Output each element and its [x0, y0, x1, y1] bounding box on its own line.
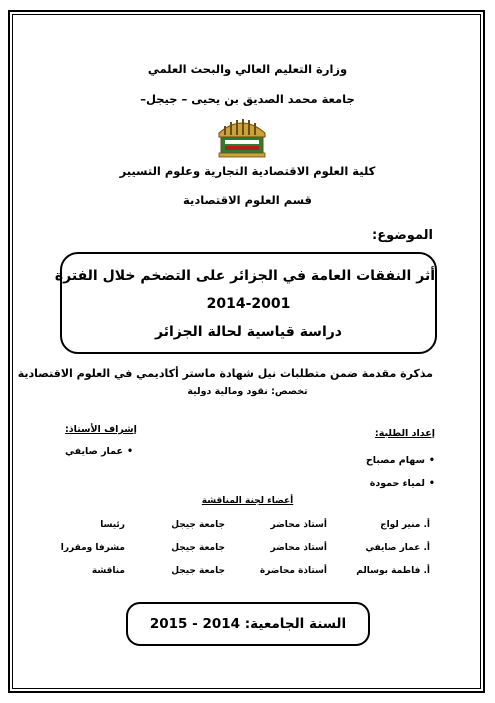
- committee-member-role: مناقشة: [91, 566, 125, 576]
- university-name: جامعة محمد الصديق بن يحيى – جيجل–: [140, 92, 355, 106]
- students-label: إعداد الطلبة:: [374, 428, 435, 439]
- student-name: • لمياء حمودة: [370, 478, 435, 489]
- memo-statement: مذكرة مقدمة ضمن متطلبات نيل شهادة ماستر أكاديمي في العلوم الاقتصادية: [17, 367, 433, 380]
- department-name: قسم العلوم الاقتصادية: [183, 193, 312, 207]
- student-name: • سهام مصباح: [366, 455, 435, 466]
- thesis-title-box: [54, 252, 437, 354]
- thesis-subtitle: دراسة قياسية لحالة الجزائر: [154, 324, 342, 340]
- committee-member-university: جامعة جيجل: [171, 543, 225, 553]
- committee-member-name: أ. فاطمة بوسالم: [356, 566, 430, 576]
- committee-member-rank: أستاذ محاضر: [270, 543, 327, 553]
- committee-member-name: أ. عمار صايفي: [365, 543, 430, 553]
- thesis-title-line1: أثر النفقات العامة في الجزائر على التضخم خلال الفترة: [54, 268, 435, 284]
- committee-member-role: مشرفا ومقررا: [60, 543, 125, 553]
- committee-label: أعضاء لجنة المناقشة: [201, 496, 294, 506]
- committee-member-name: أ. منير لواج: [380, 520, 430, 530]
- ministry-name: وزارة التعليم العالي والبحث العلمي: [147, 62, 348, 76]
- thesis-title-period: 2014-2001: [206, 296, 291, 312]
- supervisor-name: • عمار صايفي: [65, 446, 133, 457]
- university-logo-icon: [215, 115, 269, 159]
- academic-year: السنة الجامعية: 2014 - 2015: [126, 602, 370, 646]
- subject-label: الموضوع:: [372, 228, 433, 243]
- specialty: تخصص: نقود ومالية دولية: [187, 386, 308, 397]
- committee-member-university: جامعة جيجل: [171, 520, 225, 530]
- committee-member-rank: أستاذ محاضر: [270, 520, 327, 530]
- committee-member-role: رئيسا: [100, 520, 125, 530]
- committee-member-rank: أستاذة محاضرة: [259, 566, 327, 576]
- faculty-name: كلية العلوم الاقتصادية التجارية وعلوم التسيير: [119, 164, 376, 178]
- supervisor-label: إشراف الأستاذ:: [65, 424, 137, 435]
- committee-member-university: جامعة جيجل: [171, 566, 225, 576]
